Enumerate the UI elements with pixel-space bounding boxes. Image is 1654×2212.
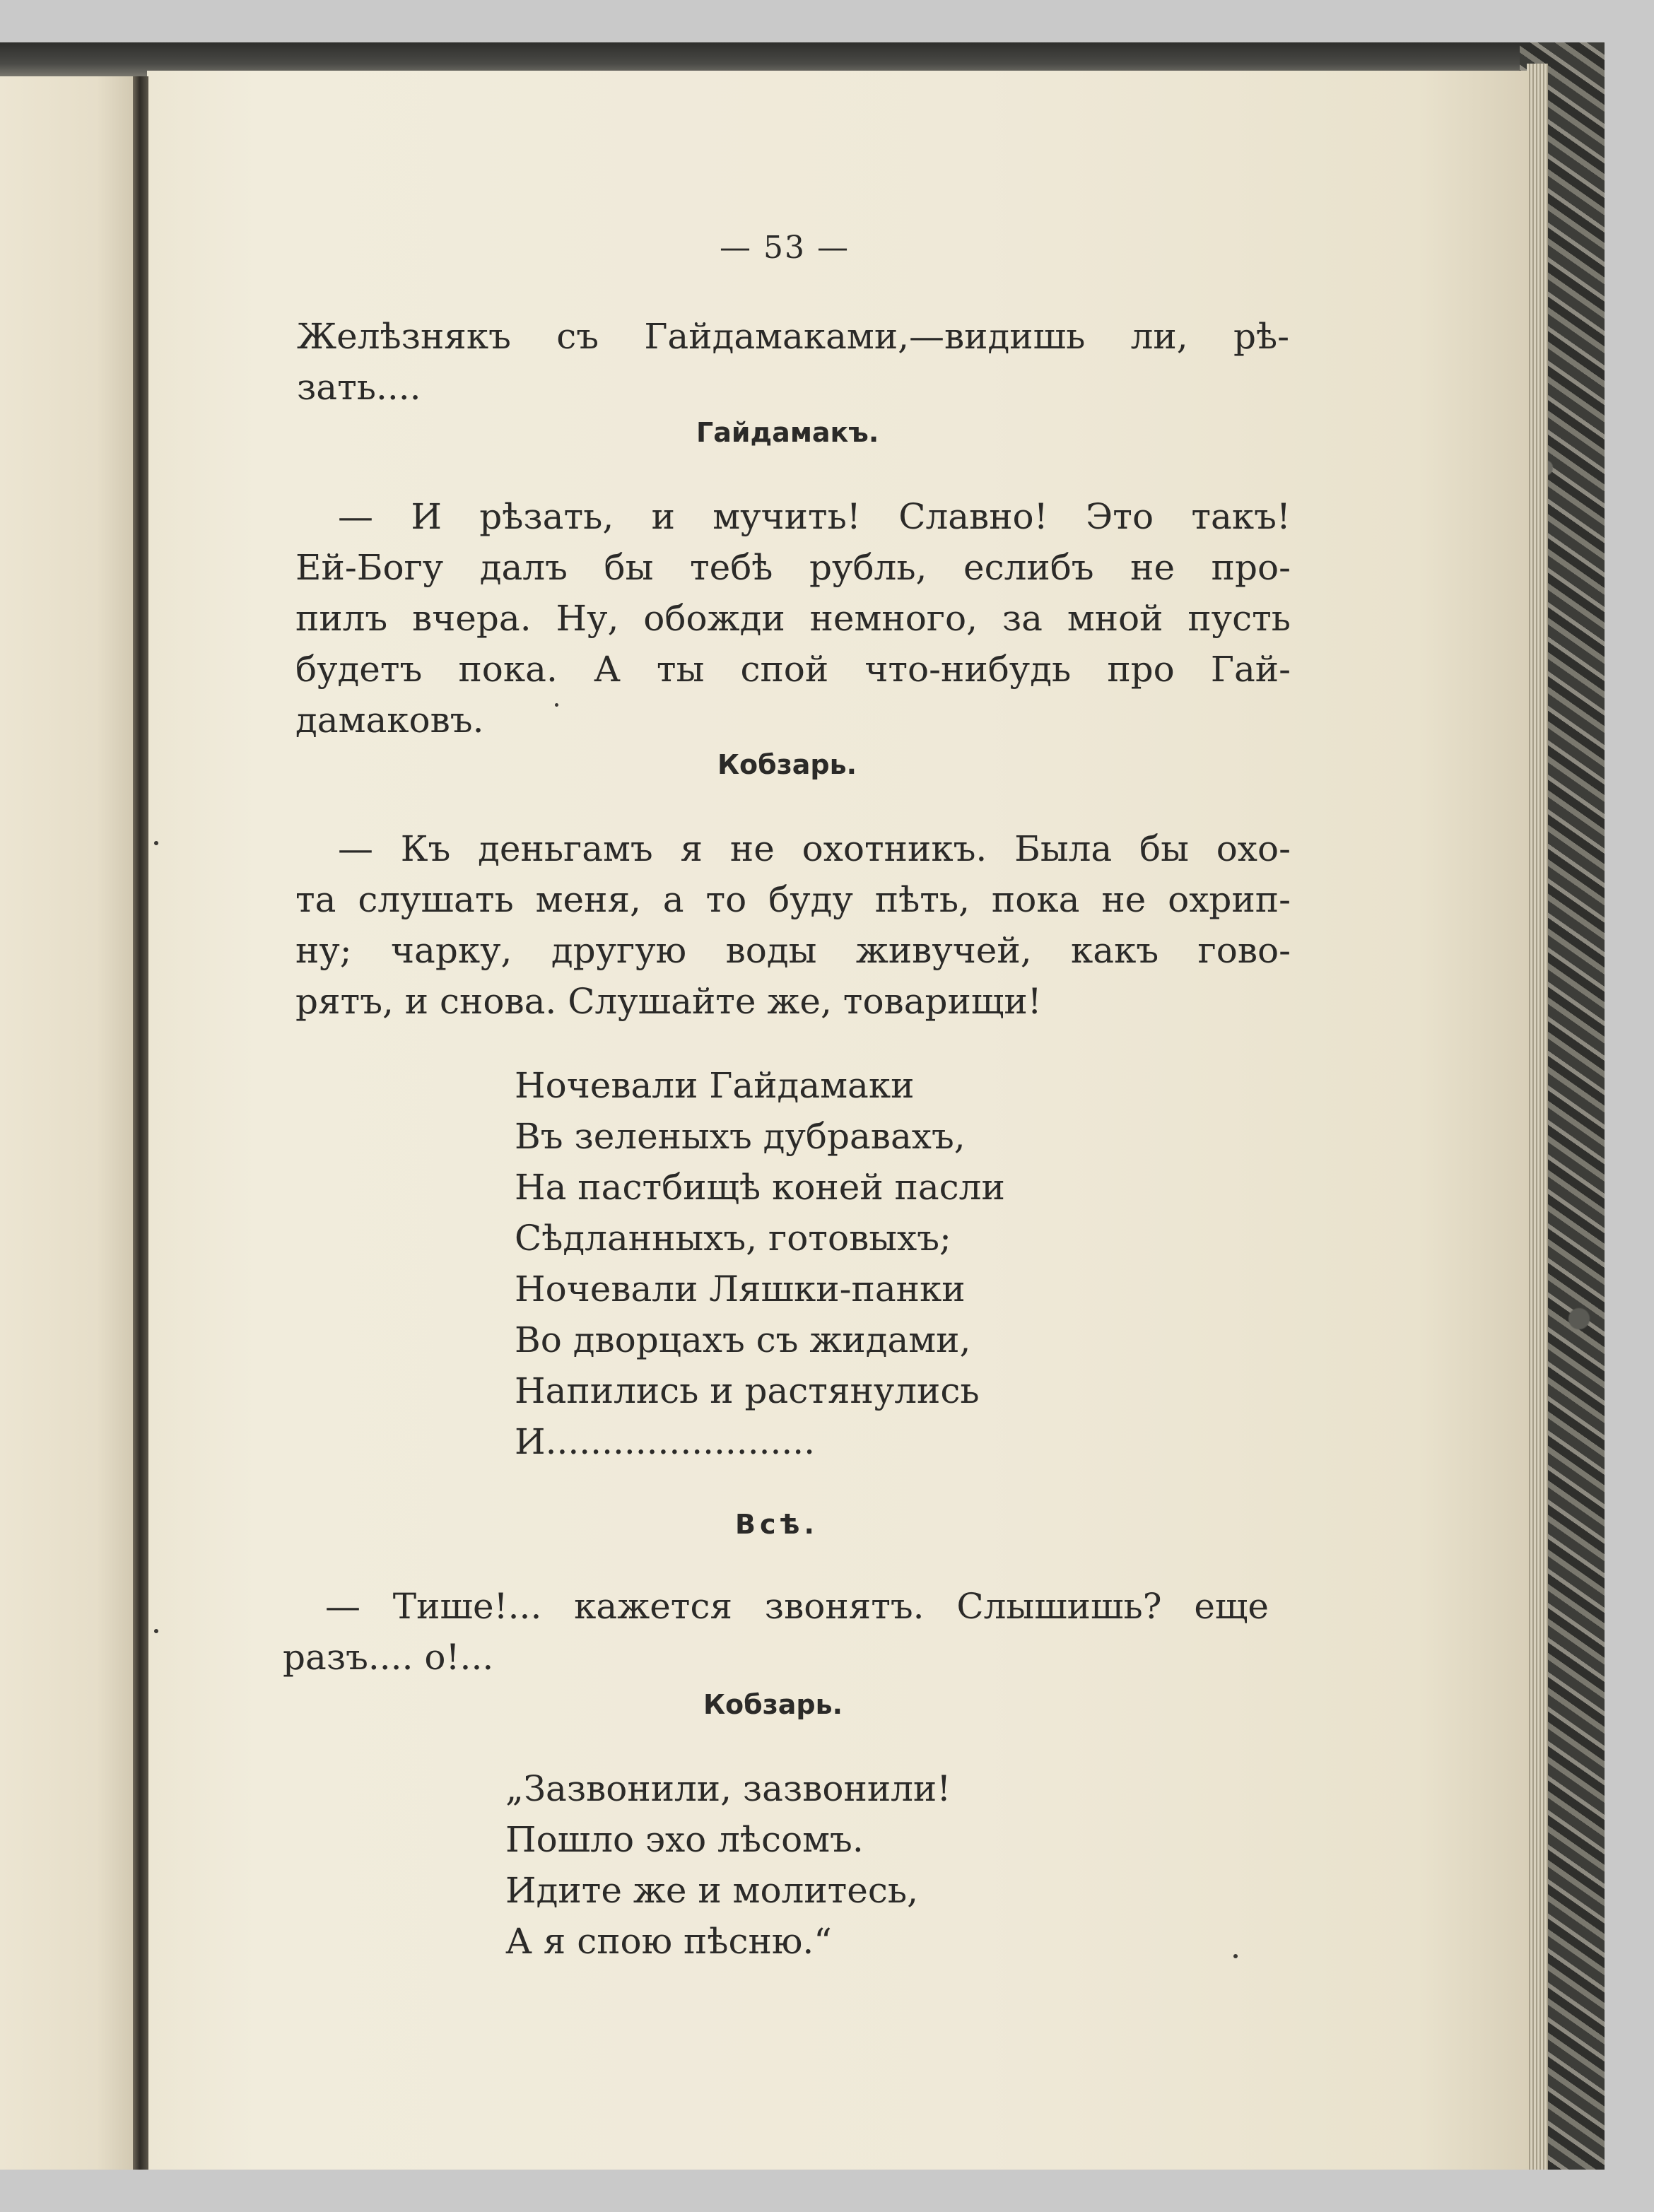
paragraph-line: — И рѣзать, и мучить! Славно! Это такъ! (338, 496, 1291, 537)
page-edges (1527, 64, 1548, 2170)
paragraph-line: та слушать меня, а то буду пѣть, пока не охрип- (295, 879, 1291, 920)
speaker-heading: Всѣ. (735, 1509, 819, 1540)
verse-line: Идите же и молитесь, (505, 1870, 919, 1911)
left-page-edge (0, 76, 138, 2170)
verse-line: Во дворцахъ съ жидами, (515, 1319, 971, 1360)
verse-line: Ночевали Гайдамаки (515, 1065, 915, 1106)
paragraph-line: — Тише!... кажется звонятъ. Слышишь? еще (325, 1586, 1269, 1627)
paragraph-line: ну; чарку, другую воды живучей, какъ гово- (295, 930, 1291, 971)
ink-speck (154, 841, 158, 845)
verse-line: А я спою пѣсню.“ (505, 1921, 832, 1962)
verse-line: Сѣдланныхъ, готовыхъ; (515, 1218, 951, 1259)
paragraph-line: Желѣзнякъ съ Гайдамаками,—видишь ли, рѣ- (297, 316, 1289, 357)
speaker-heading: Гайдамакъ. (696, 417, 879, 448)
paragraph-1-end: зать.... (297, 367, 421, 408)
verse-block-2 (505, 1763, 951, 1967)
paragraph-line: — Къ деньгамъ я не охотникъ. Была бы охо- (338, 828, 1291, 869)
verse-line: Въ зеленыхъ дубравахъ, (515, 1116, 966, 1157)
verse-line: Напились и растянулись (515, 1370, 980, 1411)
verse-block-1 (515, 1060, 1005, 1467)
verse-line: Ночевали Ляшки-панки (515, 1269, 966, 1310)
paragraph-line: дамаковъ. (295, 700, 484, 741)
paragraph-3 (295, 823, 1291, 1027)
page-number: — 53 — (720, 230, 850, 266)
ink-speck (555, 703, 558, 707)
verse-line: „Зазвонили, зазвонили! (505, 1768, 951, 1809)
paragraph-1 (297, 311, 1289, 362)
paragraph-line: рятъ, и снова. Слушайте же, товарищи! (295, 981, 1042, 1022)
paragraph-line: Ей-Богу далъ бы тебѣ рубль, еслибъ не про- (295, 547, 1291, 588)
speaker-heading: Кобзарь. (717, 749, 857, 780)
verse-line: Пошло эхо лѣсомъ. (505, 1819, 864, 1860)
ink-speck (154, 1629, 158, 1633)
verse-line: И........................ (515, 1421, 816, 1462)
verse-line: На пастбищѣ коней пасли (515, 1167, 1005, 1208)
paragraph-line: разъ.... о!... (283, 1637, 494, 1678)
paragraph-4 (283, 1581, 1269, 1683)
speaker-heading: Кобзарь. (703, 1689, 843, 1720)
paragraph-2 (295, 491, 1291, 746)
ink-speck (1233, 1954, 1238, 1958)
paragraph-line: будетъ пока. А ты спой что-нибудь про Гай- (295, 649, 1291, 690)
paragraph-line: пилъ вчера. Ну, обожди немного, за мной пусть (295, 598, 1291, 639)
book-gutter (133, 76, 148, 2170)
